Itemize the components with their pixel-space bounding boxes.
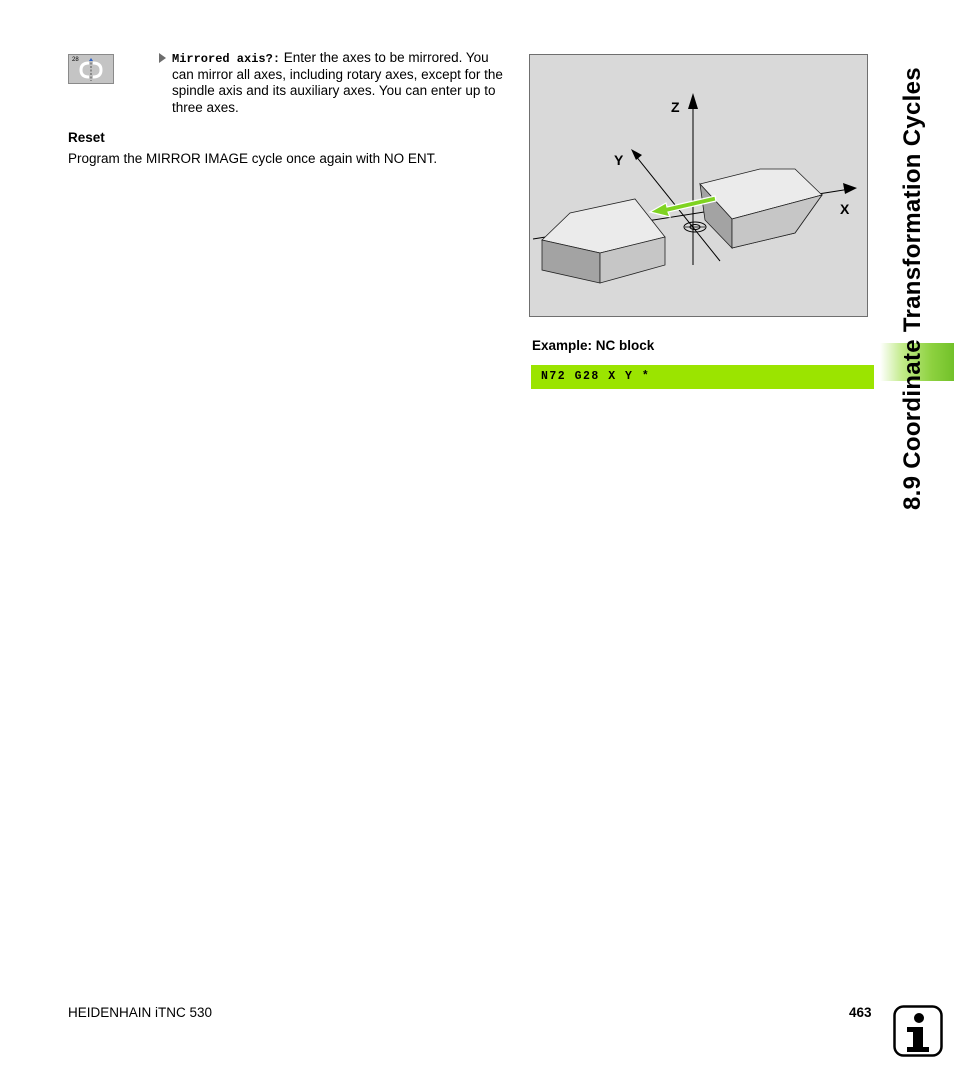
chapter-title-text: 8.9 Coordinate Transformation Cycles	[899, 67, 926, 510]
parameter-description: Enter the axes to be mirrored. You can mirror all axes, including rotary axes, except for the spindle axis and its auxiliary axes. You can enter up to three axes.	[172, 50, 503, 115]
mirror-image-cycle-icon	[68, 54, 114, 84]
mirror-diagram	[530, 55, 867, 316]
axis-x-label: X	[840, 201, 850, 217]
reset-text: Program the MIRROR IMAGE cycle once again with NO ENT.	[68, 151, 438, 166]
parameter-keyword: Mirrored axis?:	[172, 52, 281, 66]
cycle-number: 28	[72, 57, 79, 63]
mirrored-axis-parameter	[159, 50, 509, 116]
reset-heading: Reset	[68, 130, 105, 145]
page-number: 463	[849, 1005, 872, 1020]
info-icon	[893, 1005, 943, 1057]
mirror-image-figure	[529, 54, 868, 317]
example-label: Example: NC block	[532, 338, 655, 353]
axis-y-label: Y	[614, 152, 624, 168]
nc-block-code: N72 G28 X Y *	[531, 365, 874, 389]
bullet-triangle-icon	[159, 53, 166, 63]
parameter-text	[172, 50, 509, 116]
manual-name: HEIDENHAIN iTNC 530	[68, 1005, 213, 1020]
axis-z-label: Z	[671, 99, 680, 115]
